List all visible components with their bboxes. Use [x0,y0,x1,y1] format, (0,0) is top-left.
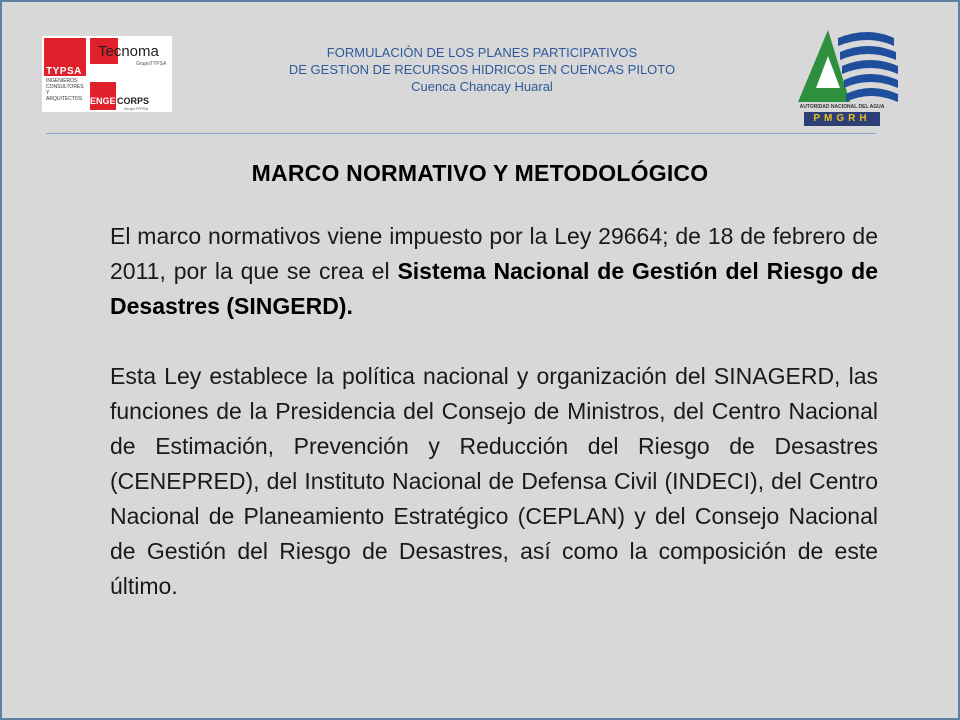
engecorps-group-label: GrupoTYPSA [124,106,149,111]
engecorps-wordmark-a: ENGE [90,96,116,106]
typsa-logo [44,38,86,110]
typsa-group-logo [42,36,172,112]
ana-emblem-icon [794,26,900,106]
tecnoma-wordmark: Tecnoma [98,43,159,60]
ana-logo [794,26,904,132]
sinagerd-highlight: Sistema Nacional de Gestión del Riesgo de Desastres (SINGERD). [110,258,878,319]
header-divider [46,133,876,134]
typsa-wordmark: TYPSA [46,66,82,77]
header-line-1: FORMULACIÓN DE LOS PLANES PARTICIPATIVOS [326,45,638,60]
paragraph-1: El marco normativos viene impuesto por la Ley 29664; de 18 de febrero de 2011, por la que se crea el Sistema Nacional de Gestión del Riesgo de Desastres (SINGERD). [110,223,878,319]
header-text [232,44,732,95]
pmgrh-badge: PMGRH [804,112,880,126]
ana-caption: AUTORIDAD NACIONAL DEL AGUA [799,104,885,110]
header-line-3: Cuenca Chancay Huaral [411,79,553,94]
slide-body [110,219,878,604]
paragraph-2: Esta Ley establece la política nacional y organización del SINAGERD, las funciones de la Presidencia del Consejo de Ministros, del Centro Nacional de Estimación, Prevención y Reducción del Riesgo de Desastres (CENEPRED), del Instituto Nacional de Defensa Civil (INDECI), del Centro Nacional de Planeamiento Estratégico (CEPLAN) y del Consejo Nacional de Gestión del Riesgo de Desastres, así como la composición de este último. [110,363,878,599]
tecnoma-group-label: GrupoTYPSA [136,61,167,67]
engecorps-wordmark-b: CORPS [117,96,150,106]
slide-title: MARCO NORMATIVO Y METODOLÓGICO [251,160,709,186]
typsa-subtitle: INGENIEROS CONSULTORES Y ARQUITECTOS [46,78,84,102]
header-line-2: DE GESTION DE RECURSOS HIDRICOS EN CUENCAS PILOTO [288,62,676,77]
